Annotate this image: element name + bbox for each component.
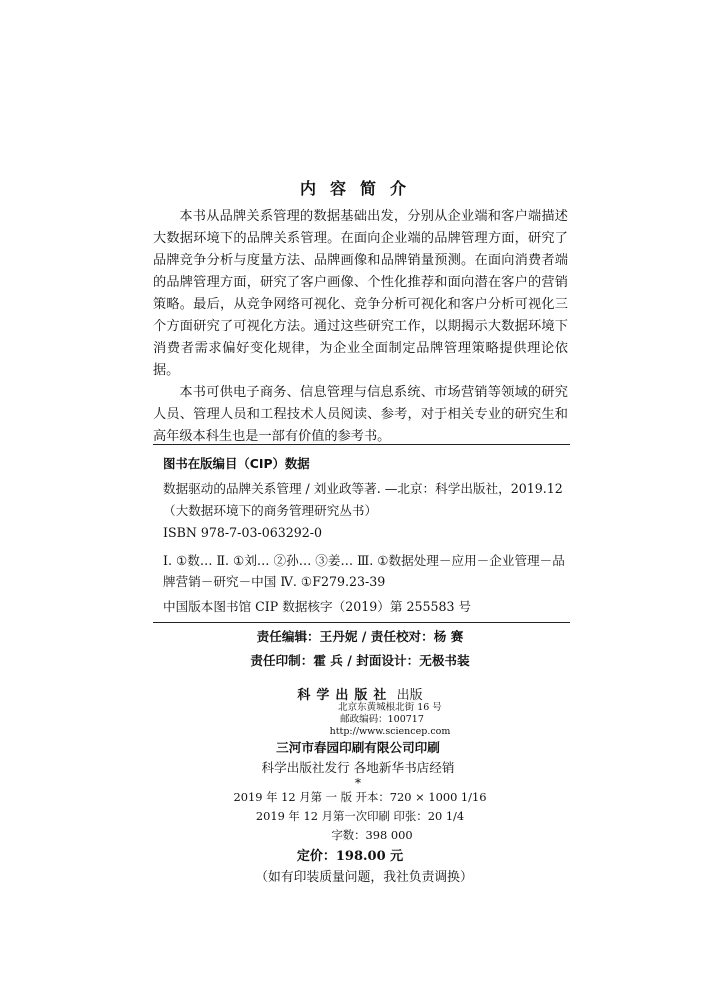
printer-line: 三河市春园印刷有限公司印刷	[276, 740, 440, 755]
cip-top-rule	[153, 444, 570, 445]
word-count: 字数：398 000	[331, 828, 413, 842]
publisher-name: 科学出版社	[297, 688, 393, 703]
quality-notice: （如有印装质量问题，我社负责调换）	[255, 870, 473, 885]
publisher-address: 北京东黄城根北街 16 号	[338, 702, 442, 713]
editor-credits: 责任编辑：王丹妮 / 责任校对：杨 赛	[256, 629, 464, 644]
cip-bottom-rule	[153, 622, 570, 623]
edition-line: 2019 年 12 月第 一 版 开本：720 × 1000 1/16	[233, 790, 487, 804]
publisher-website: http://www.sciencep.com	[329, 726, 451, 737]
publisher-suffix: 出版	[396, 688, 423, 703]
cip-classification: Ⅰ. ①数… Ⅱ. ①刘… ②孙… ③姜… Ⅲ. ①数据处理－应用－企业管理－品牌营销－研究－中国 Ⅳ. ①F279.23-39	[163, 553, 565, 589]
distribution-line: 科学出版社发行 各地新华书店经销	[261, 760, 455, 775]
price: 定价：198.00 元	[296, 849, 404, 864]
cip-isbn: ISBN 978-7-03-063292-0	[163, 525, 323, 540]
printing-line: 2019 年 12 月第一次印刷 印张：20 1/4	[255, 809, 465, 823]
cip-record: 数据驱动的品牌关系管理 / 刘业政等著. —北京：科学出版社，2019.12	[163, 481, 563, 496]
cip-series: （大数据环境下的商务管理研究丛书）	[163, 503, 378, 518]
summary-title: 内容简介	[299, 179, 420, 198]
publisher-postcode: 邮政编码：100717	[340, 714, 424, 725]
cip-heading: 图书在版编目（CIP）数据	[163, 456, 310, 471]
summary-paragraph: 本书从品牌关系管理的数据基础出发，分别从企业端和客户端描述大数据环境下的品牌关系管理。在面向企业端的品牌管理方面，研究了品牌竞争分析与度量方法、品牌画像和品牌销量预测。在面向消费者端的品牌管理方面，研究了客户画像、个性化推荐和面向潜在客户的营销策略。最后，从竞争网络可视化、竞争分析可视化和客户分析可视化三个方面研究了可视化方法。通过这些研究工作，以期揭示大数据环境下消费者需求偏好变化规律，为企业全面制定品牌管理策略提供理论依据。	[153, 209, 568, 378]
separator-star: *	[355, 776, 361, 790]
production-credits: 责任印制：霍 兵 / 封面设计：无极书装	[250, 653, 470, 668]
summary-paragraph: 本书可供电子商务、信息管理与信息系统、市场营销等领域的研究人员、管理人员和工程技术人员阅读、参考，对于相关专业的研究生和高年级本科生也是一部有价值的参考书。	[153, 385, 568, 444]
cip-data-number: 中国版本图书馆 CIP 数据核字（2019）第 255583 号	[163, 599, 472, 614]
summary-body	[153, 206, 568, 448]
